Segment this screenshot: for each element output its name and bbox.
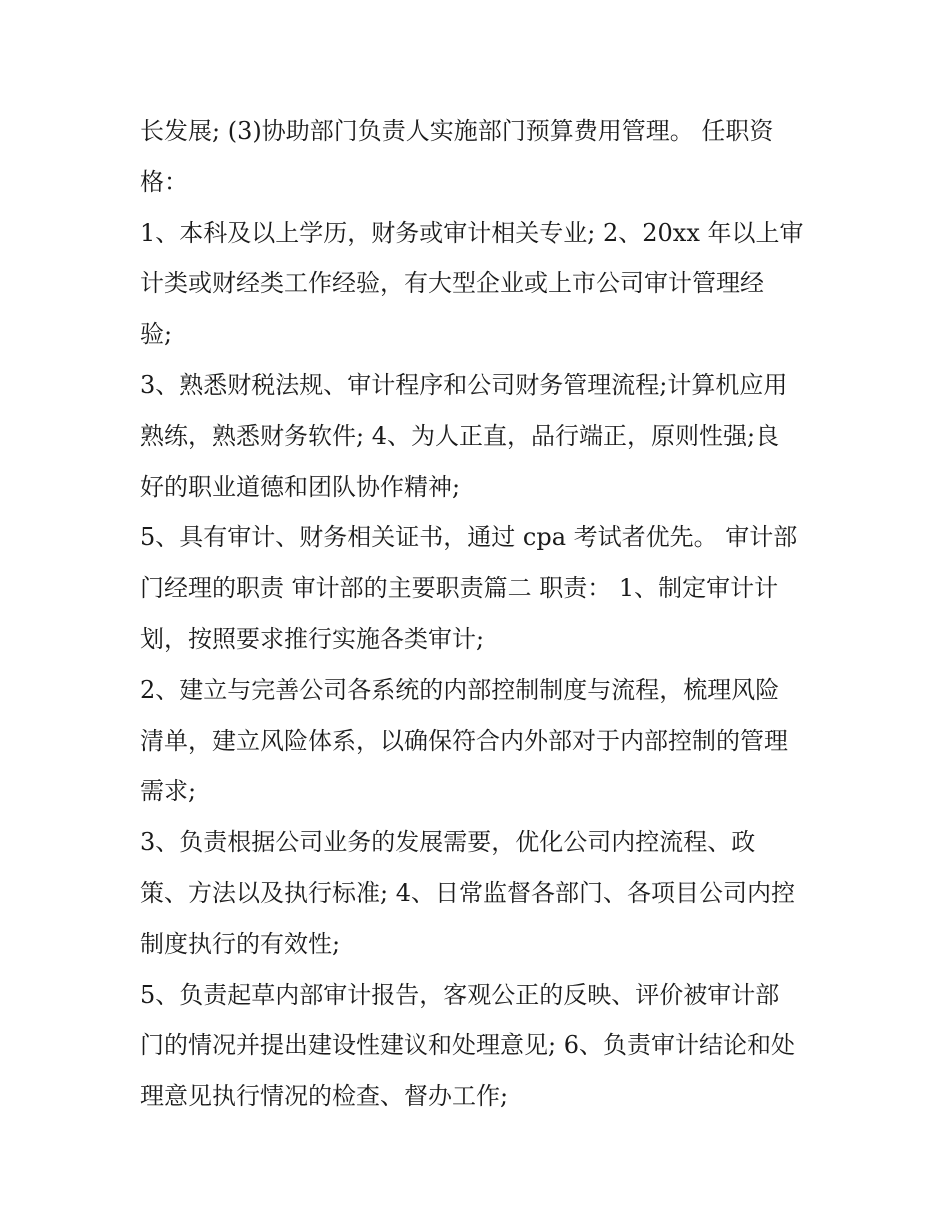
- text-line: 格：: [140, 167, 188, 196]
- text-line: 3、熟悉财税法规、审计程序和公司财务管理流程;计算机应用: [140, 370, 788, 399]
- text-line: 好的职业道德和团队协作精神;: [140, 472, 461, 501]
- text-line: 理意见执行情况的检查、督办工作;: [140, 1082, 509, 1111]
- text-line: 长发展; (3)协助部门负责人实施部门预算费用管理。 任职资: [140, 117, 774, 145]
- document-body: [140, 106, 820, 1122]
- text-line: 验;: [140, 320, 173, 349]
- text-line: 制度执行的有效性;: [140, 929, 341, 958]
- text-line: 清单，建立风险体系，以确保符合内外部对于内部控制的管理: [140, 726, 788, 755]
- text-line: 2、建立与完善公司各系统的内部控制制度与流程，梳理风险: [140, 675, 780, 704]
- text-line: 熟练，熟悉财务软件; 4、为人正直，品行端正，原则性强;良: [140, 421, 780, 450]
- text-line: 门经理的职责 审计部的主要职责篇二 职责： 1、制定审计计: [140, 574, 779, 603]
- text-line: 3、负责根据公司业务的发展需要，优化公司内控流程、政: [140, 828, 756, 857]
- text-line: 1、本科及以上学历，财务或审计相关专业; 2、20xx 年以上审: [140, 218, 804, 247]
- text-line: 计类或财经类工作经验，有大型企业或上市公司审计管理经: [140, 269, 764, 298]
- text-line: 5、负责起草内部审计报告，客观公正的反映、评价被审计部: [140, 980, 780, 1009]
- text-line: 5、具有审计、财务相关证书，通过 cpa 考试者优先。 审计部: [140, 523, 798, 552]
- text-line: 划，按照要求推行实施各类审计;: [140, 624, 485, 653]
- text-line: 需求;: [140, 777, 197, 806]
- text-line: 策、方法以及执行标准; 4、日常监督各部门、各项目公司内控: [140, 878, 795, 907]
- text-line: 门的情况并提出建设性建议和处理意见; 6、负责审计结论和处: [140, 1031, 795, 1060]
